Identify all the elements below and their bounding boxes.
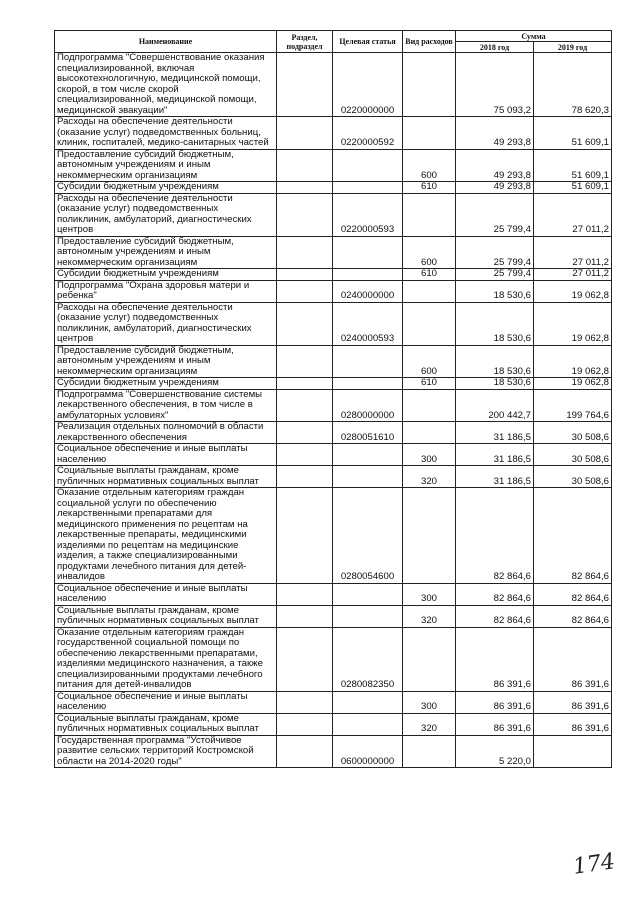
row-expense	[403, 117, 456, 150]
header-section: Раздел, подраздел	[277, 31, 333, 53]
row-target: 0280051610	[333, 422, 403, 444]
row-section	[277, 735, 333, 768]
table-row	[55, 193, 612, 236]
row-section	[277, 378, 333, 390]
row-section	[277, 345, 333, 378]
row-expense	[403, 389, 456, 422]
row-sum-2019: 27 011,2	[534, 236, 612, 269]
row-name: Предоставление субсидий бюджетным, автономным учреждениям и иным некоммерческим организациям	[55, 149, 277, 182]
row-name: Государственная программа "Устойчивое развитие сельских территорий Костромской области на 2014-2020 годы"	[55, 735, 277, 768]
row-expense: 610	[403, 269, 456, 281]
row-sum-2018: 25 799,4	[456, 236, 534, 269]
row-sum-2018: 86 391,6	[456, 713, 534, 735]
row-sum-2018: 31 186,5	[456, 466, 534, 488]
row-sum-2018: 75 093,2	[456, 53, 534, 117]
row-expense: 610	[403, 378, 456, 390]
row-sum-2018: 18 530,6	[456, 345, 534, 378]
row-sum-2018: 49 293,8	[456, 149, 534, 182]
row-sum-2019: 82 864,6	[534, 488, 612, 584]
row-section	[277, 389, 333, 422]
row-expense	[403, 280, 456, 302]
row-target: 0220000592	[333, 117, 403, 150]
table-row	[55, 53, 612, 117]
row-section	[277, 236, 333, 269]
row-sum-2018: 49 293,8	[456, 182, 534, 194]
row-section	[277, 149, 333, 182]
row-sum-2019: 19 062,8	[534, 378, 612, 390]
row-sum-2018: 49 293,8	[456, 117, 534, 150]
row-name: Социальное обеспечение и иные выплаты населению	[55, 444, 277, 466]
table-row	[55, 583, 612, 605]
table-row	[55, 236, 612, 269]
row-sum-2019: 19 062,8	[534, 302, 612, 345]
row-name: Оказание отдельным категориям граждан социальной услуги по обеспечению лекарственными препаратами для медицинского применения по рецептам на лекарственные препараты, медицинскими изделиями по рецептам на медицинские изделия, а также специализированными продуктами лечебного питания для детей- инвалидов	[55, 488, 277, 584]
row-section	[277, 53, 333, 117]
row-sum-2019: 82 864,6	[534, 583, 612, 605]
table-row	[55, 444, 612, 466]
table-row	[55, 149, 612, 182]
row-name: Социальные выплаты гражданам, кроме публичных нормативных социальных выплат	[55, 713, 277, 735]
row-target	[333, 345, 403, 378]
row-target: 0280054600	[333, 488, 403, 584]
row-name: Предоставление субсидий бюджетным, автономным учреждениям и иным некоммерческим организациям	[55, 345, 277, 378]
row-sum-2019: 78 620,3	[534, 53, 612, 117]
row-name: Подпрограмма "Охрана здоровья матери и ребенка"	[55, 280, 277, 302]
header-2018: 2018 год	[456, 42, 534, 53]
page-number: 174	[571, 849, 617, 880]
row-section	[277, 280, 333, 302]
table-row	[55, 627, 612, 691]
header-target: Целевая статья	[333, 31, 403, 53]
row-expense: 600	[403, 236, 456, 269]
row-section	[277, 117, 333, 150]
row-sum-2019: 86 391,6	[534, 691, 612, 713]
row-sum-2019: 51 609,1	[534, 117, 612, 150]
header-name: Наименование	[55, 31, 277, 53]
row-expense	[403, 735, 456, 768]
row-sum-2018: 18 530,6	[456, 378, 534, 390]
row-name: Социальное обеспечение и иные выплаты населению	[55, 691, 277, 713]
row-name: Субсидии бюджетным учреждениям	[55, 269, 277, 281]
row-expense: 320	[403, 713, 456, 735]
row-target	[333, 466, 403, 488]
row-sum-2018: 18 530,6	[456, 280, 534, 302]
row-sum-2019: 30 508,6	[534, 466, 612, 488]
table-row	[55, 182, 612, 194]
row-name: Расходы на обеспечение деятельности (оказание услуг) подведомственных поликлиник, амбулаторий, диагностических центров	[55, 302, 277, 345]
row-sum-2019: 27 011,2	[534, 269, 612, 281]
row-name: Подпрограмма "Совершенствование оказания специализированной, включая высокотехнологичную, медицинской помощи, скорой, в том числе скорой специализированной, медицинской помощи, медицинской эвакуации"	[55, 53, 277, 117]
row-target: 0280000000	[333, 389, 403, 422]
row-target	[333, 583, 403, 605]
table-row	[55, 422, 612, 444]
row-sum-2019: 199 764,6	[534, 389, 612, 422]
header-2019: 2019 год	[534, 42, 612, 53]
table-row	[55, 269, 612, 281]
row-section	[277, 713, 333, 735]
table-row	[55, 345, 612, 378]
row-sum-2018: 31 186,5	[456, 444, 534, 466]
row-expense: 600	[403, 345, 456, 378]
row-sum-2018: 86 391,6	[456, 691, 534, 713]
row-sum-2019: 51 609,1	[534, 149, 612, 182]
row-sum-2019: 82 864,6	[534, 605, 612, 627]
row-expense: 610	[403, 182, 456, 194]
row-sum-2018: 86 391,6	[456, 627, 534, 691]
row-name: Субсидии бюджетным учреждениям	[55, 378, 277, 390]
row-target: 0220000000	[333, 53, 403, 117]
row-expense	[403, 627, 456, 691]
row-sum-2019: 30 508,6	[534, 444, 612, 466]
row-sum-2018: 25 799,4	[456, 193, 534, 236]
row-target	[333, 605, 403, 627]
row-target: 0240000593	[333, 302, 403, 345]
row-sum-2019: 86 391,6	[534, 627, 612, 691]
row-target	[333, 269, 403, 281]
row-section	[277, 466, 333, 488]
row-section	[277, 182, 333, 194]
row-expense: 300	[403, 444, 456, 466]
row-target	[333, 378, 403, 390]
row-section	[277, 488, 333, 584]
table-row	[55, 691, 612, 713]
header-expense: Вид расходов	[403, 31, 456, 53]
row-section	[277, 422, 333, 444]
table-body	[55, 53, 612, 768]
row-target: 0600000000	[333, 735, 403, 768]
row-sum-2018: 25 799,4	[456, 269, 534, 281]
row-sum-2019: 86 391,6	[534, 713, 612, 735]
row-sum-2018: 82 864,6	[456, 605, 534, 627]
row-section	[277, 444, 333, 466]
row-expense	[403, 53, 456, 117]
row-section	[277, 302, 333, 345]
row-sum-2018: 18 530,6	[456, 302, 534, 345]
table-row	[55, 735, 612, 768]
row-name: Предоставление субсидий бюджетным, автономным учреждениям и иным некоммерческим организациям	[55, 236, 277, 269]
budget-table	[54, 30, 612, 768]
row-sum-2018: 82 864,6	[456, 583, 534, 605]
row-expense	[403, 488, 456, 584]
row-name: Социальное обеспечение и иные выплаты населению	[55, 583, 277, 605]
row-expense	[403, 193, 456, 236]
row-section	[277, 691, 333, 713]
row-expense: 320	[403, 466, 456, 488]
table-row	[55, 713, 612, 735]
row-name: Подпрограмма "Совершенствование системы лекарственного обеспечения, в том числе в амбулаторных условиях"	[55, 389, 277, 422]
row-expense: 600	[403, 149, 456, 182]
row-sum-2019	[534, 735, 612, 768]
table-row	[55, 605, 612, 627]
table-row	[55, 389, 612, 422]
row-target	[333, 182, 403, 194]
row-sum-2018: 5 220,0	[456, 735, 534, 768]
row-section	[277, 605, 333, 627]
row-sum-2018: 31 186,5	[456, 422, 534, 444]
row-target	[333, 149, 403, 182]
row-name: Оказание отдельным категориям граждан государственной социальной помощи по обеспечению лекарственными препаратами, изделиями медицинского назначения, а также специализированными продуктами лечебного питания для детей-инвалидов	[55, 627, 277, 691]
row-target	[333, 444, 403, 466]
row-section	[277, 583, 333, 605]
row-expense: 320	[403, 605, 456, 627]
row-sum-2019: 19 062,8	[534, 345, 612, 378]
table-row	[55, 302, 612, 345]
row-target	[333, 691, 403, 713]
row-sum-2018: 82 864,6	[456, 488, 534, 584]
row-sum-2019: 30 508,6	[534, 422, 612, 444]
row-target: 0280082350	[333, 627, 403, 691]
table-row	[55, 466, 612, 488]
table-row	[55, 117, 612, 150]
row-name: Расходы на обеспечение деятельности (оказание услуг) подведомственных больниц, клиник, госпиталей, медико-санитарных частей	[55, 117, 277, 150]
row-name: Социальные выплаты гражданам, кроме публичных нормативных социальных выплат	[55, 466, 277, 488]
row-target: 0220000593	[333, 193, 403, 236]
table-row	[55, 280, 612, 302]
header-sum: Сумма	[456, 31, 612, 42]
row-expense: 300	[403, 691, 456, 713]
row-sum-2019: 27 011,2	[534, 193, 612, 236]
table-row	[55, 488, 612, 584]
row-expense: 300	[403, 583, 456, 605]
row-target	[333, 236, 403, 269]
row-name: Субсидии бюджетным учреждениям	[55, 182, 277, 194]
row-sum-2019: 51 609,1	[534, 182, 612, 194]
row-expense	[403, 422, 456, 444]
row-section	[277, 269, 333, 281]
row-sum-2019: 19 062,8	[534, 280, 612, 302]
row-target	[333, 713, 403, 735]
row-expense	[403, 302, 456, 345]
row-section	[277, 627, 333, 691]
row-section	[277, 193, 333, 236]
row-name: Социальные выплаты гражданам, кроме публичных нормативных социальных выплат	[55, 605, 277, 627]
row-name: Расходы на обеспечение деятельности (оказание услуг) подведомственных поликлиник, амбулаторий, диагностических центров	[55, 193, 277, 236]
row-name: Реализация отдельных полномочий в области лекарственного обеспечения	[55, 422, 277, 444]
table-row	[55, 378, 612, 390]
row-target: 0240000000	[333, 280, 403, 302]
row-sum-2018: 200 442,7	[456, 389, 534, 422]
